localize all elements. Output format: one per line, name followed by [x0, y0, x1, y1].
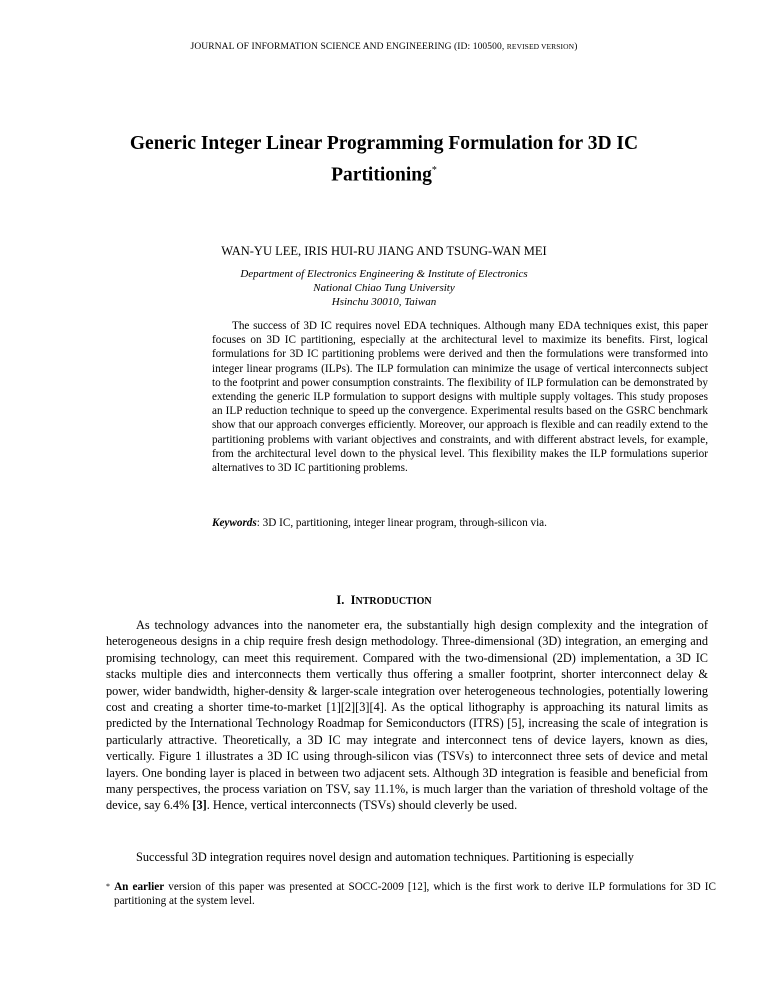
body-paragraph-1 — [106, 617, 708, 814]
journal-name: JOURNAL OF INFORMATION SCIENCE AND ENGINEERING (ID: 100500, — [190, 42, 507, 52]
footnote-text: version of this paper was presented at SOCC-2009 [12], which is the first work to derive ILP formulations for 3D IC partitioning at the system level. — [114, 881, 716, 907]
title-text: Generic Integer Linear Programming Formulation for 3D IC Partitioning — [129, 133, 639, 186]
keywords-label: Keywords — [212, 517, 257, 529]
paper-title — [110, 130, 658, 189]
footnote-mark: * — [106, 882, 110, 891]
section-heading — [0, 593, 768, 608]
abstract: The success of 3D IC requires novel EDA techniques. Although many EDA techniques exist, this paper focuses on 3D IC partitioning, especially at the architectural level to maximize its benefits. First, logical formulations for 3D IC partitioning problems were derived and then the formulations were transformed into integer linear programs (ILPs). The ILP formulation can minimize the usage of vertical interconnects subject to the footprint and power consumption constraints. The flexibility of ILP formulation can be demonstrated by extending the generic ILP formulation to support designs with multiple supply voltages. This study proposes an ILP reduction technique to speed up the convergence. Experimental results based on the GSRC benchmark show that our approach converges efficiently. Moreover, our approach is flexible and can readily extend to the partitioning problems with variant objectives and constraints, and with different abstract levels, for example, from the architectural level down to the physical level. This flexibility makes the ILP formulations superior alternatives to 3D IC partitioning problems. — [212, 320, 708, 475]
affiliation-department: Department of Electronics Engineering & Institute of Electronics — [240, 268, 528, 280]
affiliation — [0, 267, 768, 309]
header-close: ) — [574, 42, 578, 52]
affiliation-university: National Chiao Tung University — [313, 282, 455, 294]
footnote — [106, 880, 716, 908]
running-header — [0, 42, 768, 52]
footnote-lead: An earlier — [114, 881, 165, 893]
title-footnote-mark: * — [431, 165, 437, 176]
author-list: WAN-YU LEE, IRIS HUI-RU JIANG AND TSUNG-WAN MEI — [221, 244, 547, 258]
section-number: I. — [336, 593, 345, 607]
keywords-text: : 3D IC, partitioning, integer linear program, through-silicon via. — [256, 517, 547, 529]
paragraph-1-text: As technology advances into the nanometer era, the substantially high design complexity and the integration of heterogeneous designs in a chip require fresh design methodology. Three-dimensional (3D) integration, an emerging and promising technology, can meet this requirement. Compared with the two-dimensional (2D) implementation, a 3D IC stacks multiple dies and interconnects them vertically thus offering a smaller footprint, shorter interconnect delay & power, wider bandwidth, higher-density & larger-scale integration over heterogeneous technologies, potentially lowering cost and creating a shorter time-to-market [1][2][3][4]. As the optical lithography is approaching its natural limits as predicted by the International Technology Roadmap for Semiconductors (ITRS) [5], increasing the scale of integration is particularly attractive. Theoretically, a 3D IC may integrate and interconnect tens of device layers, known as dies, vertically. Figure 1 illustrates a 3D IC using through-silicon vias (TSVs) to interconnect three sets of device and metal layers. One bonding layer is placed in between two adjacent sets. Although 3D integration is feasible and beneficial from many perspectives, the process variation on TSV, say 11.1%, is much larger than the variation of threshold voltage of the device, say 6.4% — [106, 618, 708, 813]
paragraph-1-end: . Hence, vertical interconnects (TSVs) should cleverly be used. — [206, 798, 518, 813]
body-paragraph-2: Successful 3D integration requires novel design and automation techniques. Partitioning is especially — [136, 850, 634, 864]
revision-label: REVISED VERSION — [506, 42, 575, 51]
section-title-rest: NTRODUCTION — [355, 596, 432, 607]
affiliation-city: Hsinchu 30010, Taiwan — [331, 296, 437, 308]
section-title-initial: I — [350, 593, 356, 607]
keywords — [212, 517, 708, 529]
citation-ref: [3] — [192, 798, 207, 813]
